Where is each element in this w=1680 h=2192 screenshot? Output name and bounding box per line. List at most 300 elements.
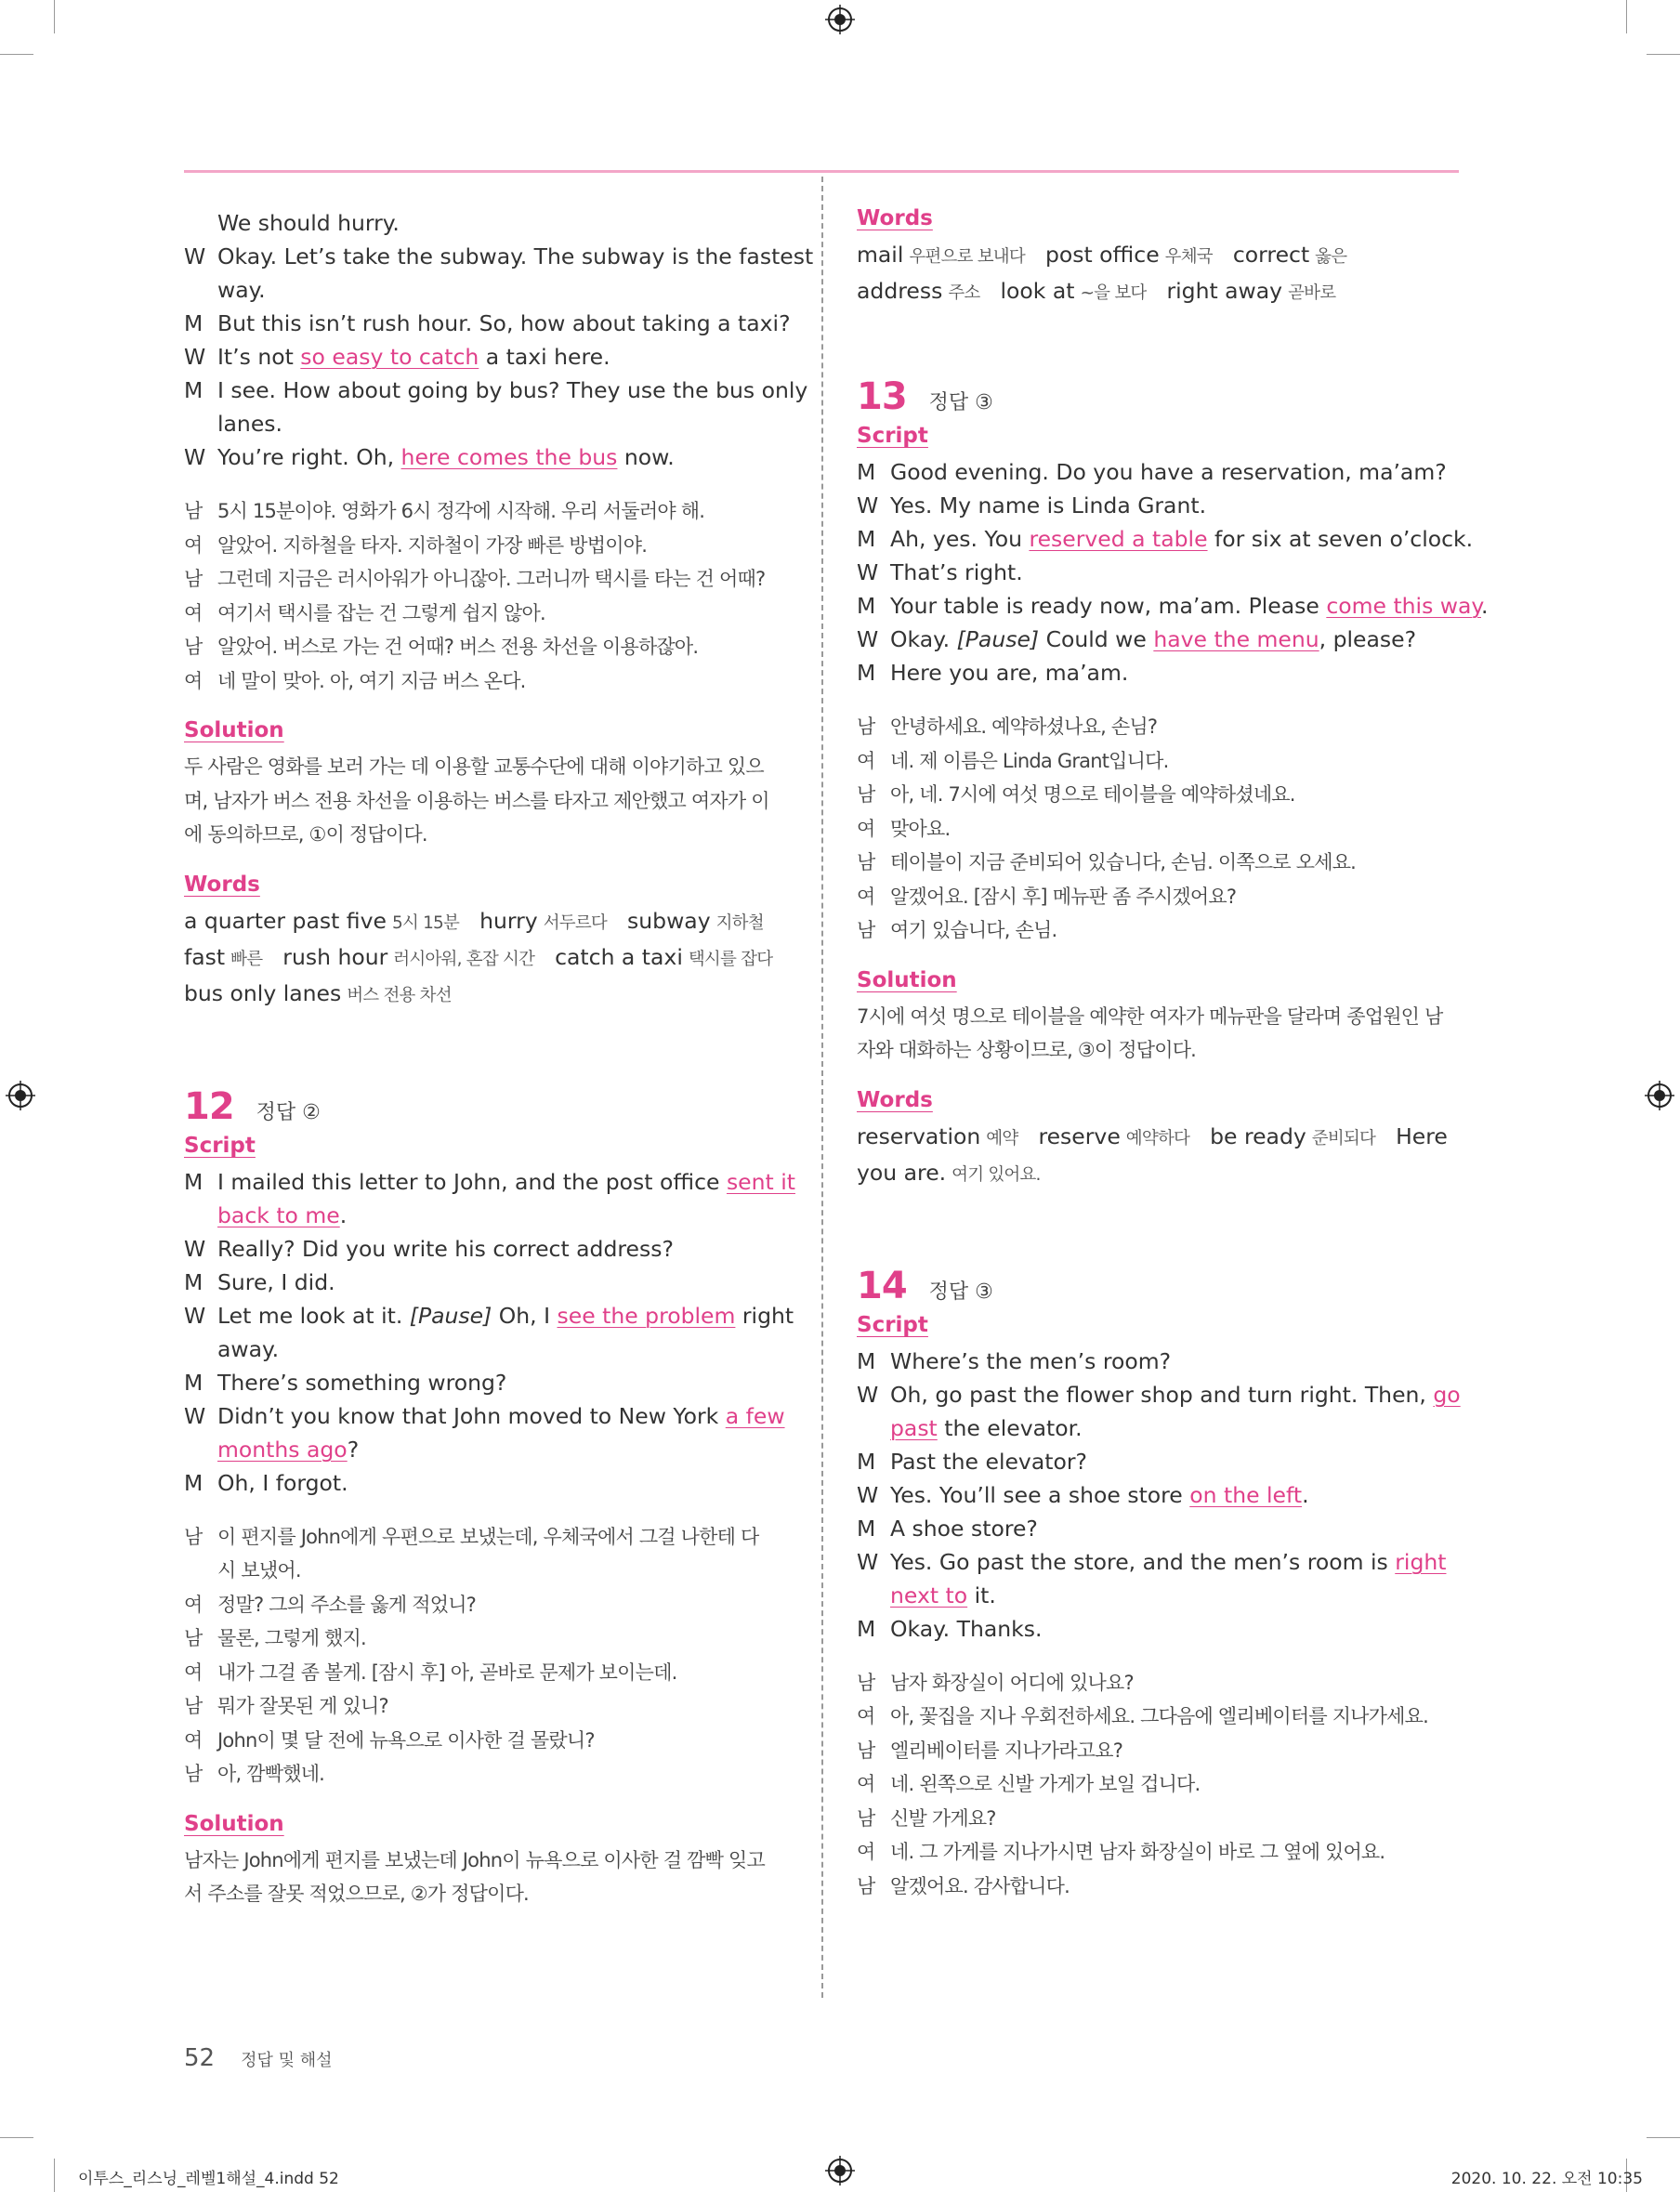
page-number: 52 <box>184 2044 216 2072</box>
translation-text: 여기 있습니다, 손님. <box>890 919 1057 941</box>
dialogue-line <box>184 1366 786 1399</box>
solution-label: Solution <box>184 718 284 742</box>
dialogue-line <box>184 1165 795 1199</box>
crop-mark <box>1647 2137 1680 2138</box>
speaker-label: 남 <box>184 1763 203 1785</box>
speaker-label: 남 <box>184 1525 203 1548</box>
speaker-label: 여 <box>184 1593 203 1616</box>
word-english: hurry <box>479 907 538 934</box>
speaker-label: 여 <box>184 1728 203 1752</box>
speaker-label: M <box>184 1369 203 1396</box>
dialogue-line <box>184 1266 786 1299</box>
word-korean: 주소 <box>948 283 980 303</box>
translation-line <box>857 812 1459 847</box>
translation-line <box>857 1767 1459 1802</box>
line-text: . <box>1302 1481 1309 1508</box>
dialogue-line <box>184 206 786 240</box>
translation-line <box>857 880 1459 914</box>
dialogue-line <box>857 1445 1459 1478</box>
word-korean: 빠른 <box>230 949 263 969</box>
dialogue-line <box>184 1399 786 1433</box>
solution-line: 자와 대화하는 상황이므로, ③이 정답이다. <box>857 1039 1197 1061</box>
translation-text: 그런데 지금은 러시아워가 아니잖아. 그러니까 택시를 타는 건 어때? <box>217 568 766 590</box>
line-text: I mailed this letter to John, and the post office <box>217 1168 727 1195</box>
word-korean: 곧바로 <box>1288 283 1336 303</box>
speaker-label: 남 <box>857 1806 875 1830</box>
speaker-label: M <box>184 1168 203 1195</box>
dialogue-line <box>857 656 1459 689</box>
speaker-label: W <box>184 1302 206 1329</box>
speaker-label: M <box>184 1469 203 1496</box>
speaker-label: 남 <box>857 851 875 873</box>
line-text: You’re right. Oh, <box>217 444 401 470</box>
translation-line <box>184 1689 786 1724</box>
translation-line <box>857 744 1459 779</box>
speaker-label: M <box>857 1347 876 1374</box>
left-column <box>184 206 814 1911</box>
page-footer <box>184 2044 332 2072</box>
crop-mark <box>0 54 33 55</box>
dialogue-line <box>857 1345 1459 1378</box>
key-phrase: come this way <box>1326 593 1481 619</box>
word-korean: 지하철 <box>715 912 764 933</box>
korean-translation-13 <box>857 710 1459 948</box>
dialogue-line <box>184 307 791 340</box>
key-phrase: see the problem <box>557 1302 736 1329</box>
translation-text: 뭐가 잘못된 게 있니? <box>217 1695 388 1717</box>
word-korean: 5시 15분 <box>391 912 460 933</box>
word-english: rush hour <box>282 943 388 970</box>
translation-line <box>857 1802 1459 1836</box>
word-korean: 예약하다 <box>1125 1128 1190 1149</box>
translation-line <box>184 597 786 631</box>
words-list-11 <box>184 904 786 1013</box>
translation-line <box>184 1656 786 1690</box>
translation-text: 네 말이 맞아. 아, 여기 지금 버스 온다. <box>217 669 526 692</box>
word-english: post office <box>1044 242 1160 268</box>
crop-mark <box>0 2137 33 2138</box>
line-text: Oh, go past the flower shop and turn right. Then, <box>890 1381 1434 1408</box>
translation-text: 여기서 택시를 잡는 건 그렇게 쉽지 않아. <box>217 601 545 624</box>
speaker-label: M <box>184 310 203 336</box>
line-text: Your table is ready now, ma’am. Please <box>890 593 1327 619</box>
translation-line <box>857 913 1459 948</box>
speaker-label: 남 <box>857 919 875 941</box>
word-korean: 우체국 <box>1164 247 1213 267</box>
word-korean: 우편으로 보내다 <box>909 247 1025 267</box>
script-label: Script <box>857 1312 928 1337</box>
line-text: But this isn’t rush hour. So, how about taking a taxi? <box>217 310 791 336</box>
word-row <box>857 1120 1459 1156</box>
dialogue-line <box>184 340 786 374</box>
speaker-label: M <box>857 1515 876 1542</box>
solution-line: 에 동의하므로, ①이 정답이다. <box>184 823 427 846</box>
dialogue-11 <box>184 206 814 474</box>
key-phrase: months ago <box>217 1436 348 1463</box>
translation-text: 물론, 그렇게 했지. <box>217 1627 366 1649</box>
speaker-label: M <box>184 1268 203 1295</box>
solution-label: Solution <box>857 967 957 992</box>
key-phrase: reserved a table <box>1029 526 1208 552</box>
word-english: address <box>857 278 943 304</box>
word-english: be ready <box>1210 1122 1306 1149</box>
dialogue-line <box>857 589 1489 623</box>
translation-text: 5시 15분이야. 영화가 6시 정각에 시작해. 우리 서둘러야 해. <box>217 500 705 522</box>
solution-label: Solution <box>184 1811 284 1836</box>
translation-line <box>184 1621 786 1656</box>
words-label: Words <box>184 872 260 897</box>
translation-text: 엘리베이터를 지나가라고요? <box>890 1739 1123 1762</box>
dialogue-line <box>857 1612 1459 1646</box>
translation-text: 아, 네. 7시에 여섯 명으로 테이블을 예약하셨네요. <box>890 783 1295 806</box>
word-korean: 여기 있어요. <box>952 1164 1041 1185</box>
word-row <box>184 904 786 940</box>
dialogue-line <box>184 240 814 273</box>
line-text: way. <box>217 277 266 303</box>
speaker-label: 여 <box>857 817 875 840</box>
translation-line <box>184 1724 786 1758</box>
line-text: away. <box>217 1335 280 1362</box>
korean-translation-11 <box>184 494 786 698</box>
translation-line <box>184 630 786 664</box>
section-title: 정답 및 해설 <box>241 2051 333 2070</box>
dialogue-line <box>184 1299 794 1332</box>
solution-text-11 <box>184 750 786 852</box>
speaker-label: 여 <box>184 669 203 692</box>
dialogue-line <box>857 556 1459 589</box>
dialogue-line <box>184 1332 786 1366</box>
solution-text-13 <box>857 1000 1459 1068</box>
translation-line <box>857 1734 1459 1768</box>
translation-text: 알겠어요. 감사합니다. <box>890 1874 1070 1897</box>
speaker-label: 남 <box>857 1739 875 1762</box>
line-text: Here you are, ma’am. <box>890 660 1129 686</box>
speaker-label: 남 <box>857 1874 875 1897</box>
crop-mark <box>54 2159 55 2192</box>
dialogue-line <box>184 1199 786 1232</box>
key-phrase: go <box>1433 1381 1461 1408</box>
dialogue-line <box>857 1478 1459 1512</box>
translation-text: 남자 화장실이 어디에 있나요? <box>890 1671 1134 1694</box>
dialogue-line <box>184 440 786 474</box>
translation-text: 맞아요. <box>890 817 951 840</box>
word-english: reserve <box>1038 1122 1121 1149</box>
answer-key: 정답 ③ <box>928 391 993 414</box>
word-english: reservation <box>857 1122 981 1149</box>
solution-line: 며, 남자가 버스 전용 차선을 이용하는 버스를 타자고 제안했고 여자가 이 <box>184 789 769 812</box>
question-number: 13 <box>857 375 907 418</box>
translation-text: 시 보냈어. <box>217 1559 301 1582</box>
dialogue-line <box>184 1433 786 1466</box>
dialogue-line <box>857 1545 1459 1579</box>
translation-line <box>184 1520 786 1555</box>
word-row <box>857 1156 1459 1192</box>
translation-line <box>184 494 786 529</box>
word-row <box>184 940 786 977</box>
word-korean: 예약 <box>986 1128 1018 1149</box>
registration-mark-icon <box>825 5 855 34</box>
translation-text: 아, 꽃집을 지나 우회전하세요. 그다음에 엘리베이터를 지나가세요. <box>890 1705 1428 1727</box>
line-text: That’s right. <box>890 559 1023 585</box>
words-list-13 <box>857 1120 1459 1192</box>
word-english: right away <box>1166 278 1283 304</box>
translation-line <box>184 1588 786 1622</box>
question-number: 14 <box>857 1264 907 1307</box>
dialogue-12 <box>184 1165 795 1500</box>
line-text: It’s not <box>217 344 301 370</box>
speaker-label: 남 <box>857 1671 875 1694</box>
speaker-label: M <box>857 459 876 485</box>
word-english: fast <box>184 943 226 970</box>
word-english: subway <box>627 907 711 934</box>
speaker-label: M <box>857 1448 876 1475</box>
line-text: for six at seven o’clock. <box>1207 526 1474 552</box>
column-divider <box>821 177 823 1998</box>
line-text: Okay. <box>890 626 957 652</box>
question-header-12 <box>184 1085 786 1128</box>
line-text: Good evening. Do you have a reservation, ma’am? <box>890 459 1447 485</box>
right-column <box>857 206 1489 1903</box>
speaker-label: W <box>857 1481 879 1508</box>
dialogue-13 <box>857 455 1489 689</box>
speaker-label: W <box>184 1402 206 1429</box>
speaker-label: 여 <box>857 749 875 772</box>
speaker-label: W <box>857 1381 879 1408</box>
translation-text: 알겠어요. [잠시 후] 메뉴판 좀 주시겠어요? <box>890 885 1237 908</box>
dialogue-line <box>857 1411 1459 1445</box>
dialogue-14 <box>857 1345 1459 1646</box>
key-phrase: past <box>890 1414 938 1441</box>
translation-line <box>857 778 1459 812</box>
translation-text: 알았어. 지하철을 타자. 지하철이 가장 빠른 방법이야. <box>217 533 648 557</box>
translation-text: 정말? 그의 주소를 옳게 적었니? <box>217 1593 477 1616</box>
dialogue-line <box>857 489 1459 522</box>
korean-translation-12 <box>184 1520 786 1792</box>
translation-line <box>184 562 786 597</box>
word-row <box>857 238 1459 274</box>
dialogue-line <box>857 522 1474 556</box>
question-header-14 <box>857 1265 1459 1307</box>
word-korean: 택시를 잡다 <box>688 949 773 969</box>
translation-text: 네. 그 가게를 지나가시면 남자 화장실이 바로 그 옆에 있어요. <box>890 1841 1385 1863</box>
line-text: right <box>735 1302 794 1329</box>
stage-direction: [Pause] <box>956 626 1040 652</box>
solution-line: 두 사람은 영화를 보러 가는 데 이용할 교통수단에 대해 이야기하고 있으 <box>184 755 764 778</box>
word-row <box>184 977 786 1013</box>
speaker-label: 남 <box>184 636 203 658</box>
translation-text: 안녕하세요. 예약하셨나요, 손님? <box>890 715 1158 738</box>
line-text: Yes. Go past the store, and the men’s room is <box>890 1548 1396 1575</box>
line-text: , please? <box>1319 626 1417 652</box>
speaker-label: W <box>857 492 879 518</box>
question-number: 12 <box>184 1084 234 1128</box>
translation-line <box>857 1870 1459 1904</box>
word-english: catch a taxi <box>555 943 683 970</box>
speaker-label: 여 <box>857 885 875 908</box>
word-korean: 버스 전용 차선 <box>347 985 452 1005</box>
slug-filename: 이투스_리스닝_레벨1해설_4.indd 52 <box>78 2170 339 2188</box>
registration-mark-icon <box>1645 1081 1674 1110</box>
translation-line <box>857 1835 1459 1870</box>
line-text: A shoe store? <box>890 1515 1038 1542</box>
translation-text: 신발 가게요? <box>890 1806 996 1830</box>
word-english: Here <box>1396 1122 1448 1149</box>
words-label: Words <box>857 1087 933 1112</box>
line-text: Ah, yes. You <box>890 526 1030 552</box>
answer-key: 정답 ③ <box>928 1280 993 1304</box>
speaker-label: 남 <box>184 1695 203 1717</box>
line-text: We should hurry. <box>217 210 400 236</box>
dialogue-line <box>857 623 1459 656</box>
registration-mark-icon <box>825 2156 855 2185</box>
dialogue-line <box>184 407 786 440</box>
line-text: I see. How about going by bus? They use the bus only <box>217 377 808 403</box>
solution-line: 7시에 여섯 명으로 테이블을 예약한 여자가 메뉴판을 달라며 종업원인 남 <box>857 1004 1443 1028</box>
dialogue-line <box>184 1466 786 1500</box>
speaker-label: M <box>857 1615 876 1642</box>
line-text: it. <box>967 1582 996 1608</box>
words-label: Words <box>857 206 933 230</box>
speaker-label: 여 <box>184 601 203 624</box>
dialogue-line <box>184 273 786 307</box>
line-text: Could we <box>1039 626 1154 652</box>
speaker-label: M <box>184 377 203 403</box>
speaker-label: W <box>184 344 206 370</box>
line-text: Really? Did you write his correct address? <box>217 1235 674 1262</box>
key-phrase: back to me <box>217 1201 340 1228</box>
solution-line: 남자는 John에게 편지를 보냈는데 John이 뉴욕으로 이사한 걸 깜빡 잊고 <box>184 1848 765 1871</box>
solution-line: 서 주소를 잘못 적었으므로, ②가 정답이다. <box>184 1883 529 1905</box>
crop-mark <box>1647 54 1680 55</box>
dialogue-line <box>184 1232 786 1266</box>
dialogue-line <box>857 455 1459 489</box>
translation-line <box>184 529 786 563</box>
line-text: Didn’t you know that John moved to New York <box>217 1402 726 1429</box>
speaker-label: 여 <box>857 1841 875 1863</box>
crop-mark <box>54 0 55 33</box>
dialogue-line <box>857 1512 1459 1545</box>
slug-date: 2020. 10. 22. 오전 10:35 <box>1450 2170 1643 2188</box>
line-text: a taxi here. <box>479 344 610 370</box>
speaker-label: W <box>857 626 879 652</box>
speaker-label: 여 <box>184 533 203 557</box>
word-korean: 서두르다 <box>543 912 608 933</box>
key-phrase: sent it <box>726 1168 795 1195</box>
header-rule <box>184 170 1459 173</box>
word-korean: 준비되다 <box>1311 1128 1376 1149</box>
dialogue-line <box>184 374 808 407</box>
crop-mark <box>1626 0 1627 33</box>
speaker-label: 남 <box>857 783 875 806</box>
line-text: Where’s the men’s room? <box>890 1347 1172 1374</box>
translation-line <box>184 1554 786 1588</box>
word-korean: 러시아워, 혼잡 시간 <box>393 949 535 969</box>
line-text: Past the elevator? <box>890 1448 1087 1475</box>
line-text: Oh, I <box>492 1302 558 1329</box>
speaker-label: 남 <box>184 568 203 590</box>
translation-text: 아, 깜빡했네. <box>217 1763 325 1785</box>
speaker-label: W <box>184 444 206 470</box>
line-text: Let me look at it. <box>217 1302 410 1329</box>
answer-key: 정답 ② <box>256 1100 321 1124</box>
translation-text: 네. 왼쪽으로 신발 가게가 보일 겁니다. <box>890 1773 1201 1795</box>
line-text: the elevator. <box>937 1414 1083 1441</box>
line-text: . <box>339 1201 348 1228</box>
speaker-label: 여 <box>184 1660 203 1684</box>
translation-line <box>184 664 786 699</box>
translation-text: 네. 제 이름은 Linda Grant입니다. <box>890 749 1169 772</box>
key-phrase: so easy to catch <box>300 344 479 370</box>
script-label: Script <box>857 424 928 448</box>
line-text: lanes. <box>217 411 282 437</box>
word-row <box>857 274 1459 310</box>
speaker-label: W <box>857 1548 879 1575</box>
question-header-13 <box>857 375 1459 418</box>
translation-text: John이 몇 달 전에 뉴욕으로 이사한 걸 몰랐니? <box>217 1728 595 1752</box>
speaker-label: 여 <box>857 1773 875 1795</box>
registration-mark-icon <box>6 1081 35 1110</box>
line-text: There’s something wrong? <box>217 1369 507 1396</box>
word-english: bus only lanes <box>184 979 342 1006</box>
word-english: look at <box>1000 278 1075 304</box>
solution-text-12 <box>184 1844 786 1911</box>
key-phrase: here comes the bus <box>400 444 618 470</box>
word-english: mail <box>857 242 904 268</box>
dialogue-line <box>857 1579 1459 1612</box>
korean-translation-14 <box>857 1666 1459 1904</box>
translation-text: 이 편지를 John에게 우편으로 보냈는데, 우체국에서 그걸 나한테 다 <box>217 1525 759 1548</box>
speaker-label: 여 <box>857 1705 875 1727</box>
translation-text: 알았어. 버스로 가는 건 어때? 버스 전용 차선을 이용하잖아. <box>217 636 699 658</box>
line-text: ? <box>347 1436 360 1463</box>
dialogue-line <box>857 1378 1459 1411</box>
line-text: Sure, I did. <box>217 1268 335 1295</box>
word-english: a quarter past five <box>184 907 387 934</box>
speaker-label: W <box>184 1235 206 1262</box>
speaker-label: 남 <box>857 715 875 738</box>
line-text: Yes. You’ll see a shoe store <box>890 1481 1190 1508</box>
stage-direction: [Pause] <box>409 1302 492 1329</box>
key-phrase: on the left <box>1189 1481 1303 1508</box>
key-phrase: next to <box>890 1582 968 1608</box>
word-korean: ~을 보다 <box>1080 283 1147 303</box>
speaker-label: M <box>857 526 876 552</box>
line-text: Yes. My name is Linda Grant. <box>890 492 1207 518</box>
translation-line <box>857 1700 1459 1734</box>
line-text: Okay. Let’s take the subway. The subway is the fastest <box>217 243 814 269</box>
line-text: . <box>1480 593 1489 619</box>
words-list-12 <box>857 238 1459 310</box>
speaker-label: M <box>857 660 876 686</box>
line-text: Okay. Thanks. <box>890 1615 1043 1642</box>
key-phrase: have the menu <box>1153 626 1319 652</box>
line-text: Oh, I forgot. <box>217 1469 348 1496</box>
translation-line <box>857 846 1459 880</box>
key-phrase: right <box>1395 1548 1447 1575</box>
translation-line <box>857 710 1459 744</box>
word-korean: 옳은 <box>1315 247 1347 267</box>
speaker-label: W <box>184 243 206 269</box>
speaker-label: M <box>857 593 876 619</box>
speaker-label: 남 <box>184 1627 203 1649</box>
translation-line <box>857 1666 1459 1700</box>
translation-text: 내가 그걸 좀 볼게. [잠시 후] 아, 곧바로 문제가 보이는데. <box>217 1660 677 1684</box>
speaker-label: 남 <box>184 500 203 522</box>
line-text: now. <box>617 444 675 470</box>
word-english: you are. <box>857 1159 947 1186</box>
translation-text: 테이블이 지금 준비되어 있습니다, 손님. 이쪽으로 오세요. <box>890 851 1357 873</box>
script-label: Script <box>184 1133 256 1158</box>
